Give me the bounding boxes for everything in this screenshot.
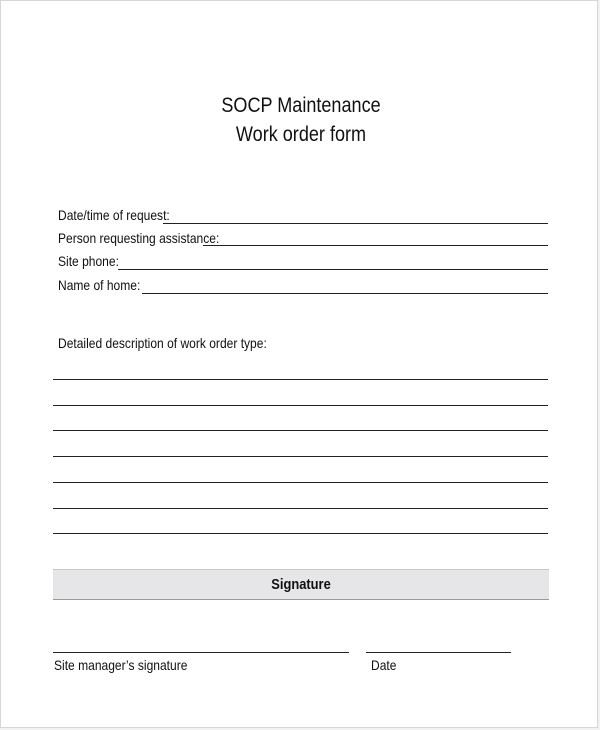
description-line[interactable] [53, 430, 548, 431]
form-title [43, 91, 559, 149]
manager-signature-line[interactable] [53, 652, 349, 653]
date-time-line[interactable] [163, 223, 548, 224]
person-requesting-line[interactable] [203, 245, 548, 246]
name-of-home-line[interactable] [142, 293, 548, 294]
site-phone-label: Site phone: [58, 253, 119, 269]
description-line[interactable] [53, 508, 548, 509]
description-line[interactable] [53, 482, 548, 483]
description-line[interactable] [53, 405, 548, 406]
date-time-label: Date/time of request: [58, 207, 170, 223]
description-line[interactable] [53, 456, 548, 457]
title-line-1: SOCP Maintenance [221, 94, 381, 117]
description-label: Detailed description of work order type: [58, 335, 267, 351]
signature-heading: Signature [271, 576, 331, 593]
date-line[interactable] [366, 652, 511, 653]
manager-signature-label: Site manager’s signature [54, 657, 188, 673]
site-phone-line[interactable] [118, 269, 548, 270]
name-of-home-label: Name of home: [58, 277, 141, 293]
person-requesting-label: Person requesting assistance: [58, 230, 220, 246]
signature-header [53, 569, 549, 600]
description-line[interactable] [53, 379, 548, 380]
description-line[interactable] [53, 533, 548, 534]
date-label: Date [371, 657, 397, 673]
title-line-2: Work order form [235, 123, 367, 146]
